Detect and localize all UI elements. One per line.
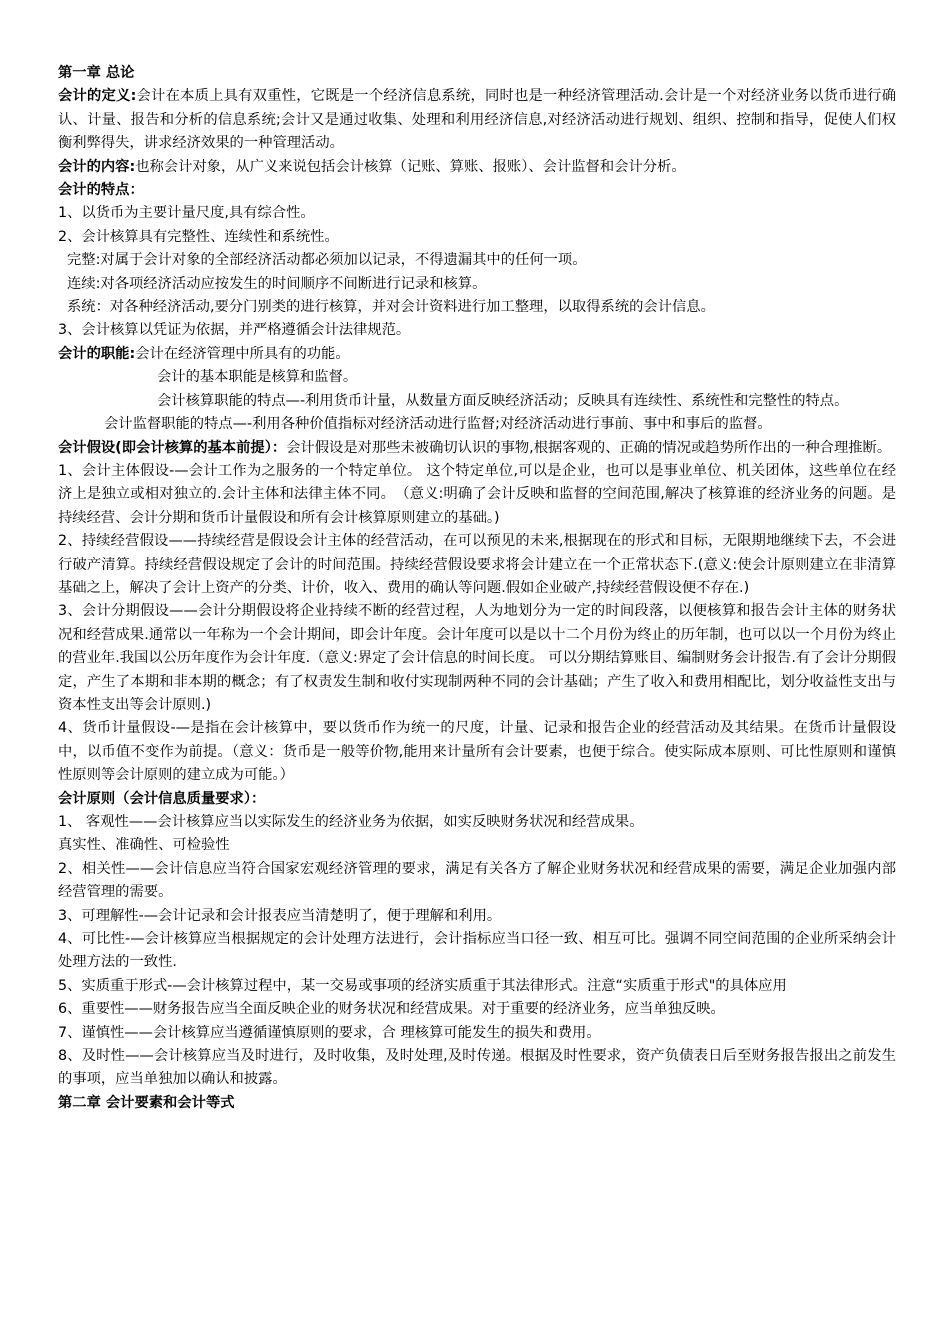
assumption-item: 2、持续经营假设——持续经营是假设会计主体的经营活动，在可以预见的未来,根据现在的形式和目标，无限期地继续下去，不会进行破产清算。持续经营假设规定了会计的时间范围。持续经营假设要求将会计建立在一个正常状态下.(意义:使会计原则建立在非清算基础之上，解决了会计上资产的分类、计价，收入、费用的确认等问题.假如企业破产,持续经营假设便不存在.): [58, 533, 896, 596]
principle-item: 真实性、准确性、可检验性: [58, 837, 230, 854]
features-heading: 会计的特点：: [58, 182, 144, 199]
assumption-item: 1、会计主体假设-—会计工作为之服务的一个特定单位。 这个特定单位,可以是企业，也可以是事业单位、机关团体，这些单位在经济上是独立或相对独立的.会计主体和法律主体不同。 （意义:明确了会计反映和监督的空间范围,解决了核算谁的经济业务的问题。是持续经营、会计分期和货币计量假设和所有会计核算原则建立的基础。): [58, 462, 896, 526]
assumptions-paragraph: [58, 437, 896, 460]
chapter-2-title: 第二章 会计要素和会计等式: [58, 1094, 235, 1111]
content-label: 会计的内容:: [58, 158, 136, 175]
principle-item: 8、及时性——会计核算应当及时进行，及时收集，及时处理,及时传递。根据及时性要求，资产负债表日后至财务报告报出之前发生的事项，应当单独加以确认和披露。: [58, 1048, 896, 1088]
feature-subitem: 连续:对各项经济活动应按发生的时间顺序不间断进行记录和核算。: [67, 275, 487, 292]
feature-item: 2、会计核算具有完整性、连续性和系统性。: [58, 228, 339, 245]
definition-paragraph: [58, 85, 896, 155]
principle-item: 4、可比性-—会计核算应当根据规定的会计处理方法进行，会计指标应当口径一致、相互可比。强调不同空间范围的企业所采纳会计处理方法的一致性.: [58, 931, 896, 971]
functions-line-wrapped: [58, 390, 896, 413]
principle-item: 3、可理解性-—会计记录和会计报表应当清楚明了，便于理解和利用。: [58, 907, 502, 924]
principle-item: 5、实质重于形式-—会计核算过程中，某一交易或事项的经济实质重于其法律形式。注意“实质重于形式"的具体应用: [58, 977, 787, 994]
principle-item: 6、重要性——财务报告应当全面反映企业的财务状况和经营成果。对于重要的经济业务，应当单独反映。: [58, 1001, 725, 1018]
feature-item: 1、以货币为主要计量尺度,具有综合性。: [58, 205, 315, 222]
functions-line: 会计在经济管理中所具有的功能。: [135, 345, 350, 362]
content-text: 也称会计对象，从广义来说包括会计核算（记账、算账、报账）、会计监督和会计分析。: [135, 158, 686, 175]
feature-subitem: 完整:对属于会计对象的全部经济活动都必须加以记录，不得遗漏其中的任何一项。: [67, 252, 587, 269]
document-page: [58, 62, 896, 1115]
principle-item: 2、相关性——会计信息应当符合国家宏观经济管理的要求，满足有关各方了解企业财务状况和经营成果的需要，满足企业加强内部经营管理的需要。: [58, 860, 896, 901]
content-paragraph: [58, 156, 896, 179]
functions-line: 会计核算职能的特点—-利用货币计量，从数量方面反映经济活动；反映具有连续性、系统性和完整性的特点。: [157, 392, 849, 409]
functions-paragraph: [58, 343, 896, 366]
functions-line: 会计的基本职能是核算和监督。: [157, 369, 358, 386]
assumptions-intro: 会计假设是对那些未被确切认识的事物,根据客观的、正确的情况或趋势所作出的一种合理推断。: [286, 439, 892, 456]
principle-item: 1、 客观性——会计核算应当以实际发生的经济业务为依据，如实反映财务状况和经营成果。: [58, 814, 644, 830]
assumption-item: 3、会计分期假设——会计分期假设将企业持续不断的经营过程，人为地划分为一定的时间段落，以便核算和报告会计主体的财务状况和经营成果.通常以一年称为一个会计期间，即会计年度。会计年度可以是以十二个月份为终止的历年制，也可以以一个月份为终止的营业年.我国以公历年度作为会计年度.（意义:界定了会计信息的时间长度。 可以分期结算账目、编制财务会计报告.有了会计分期假定，产生了本期和非本期的概念；有了权责发生制和收付实现制两种不同的会计基础；产生了收入和费用相配比，划分收益性支出与资本性支出等会计原则.): [58, 603, 896, 713]
functions-label: 会计的职能:: [58, 345, 136, 362]
assumption-item: 4、货币计量假设-—是指在会计核算中，要以货币作为统一的尺度，计量、记录和报告企业的经营活动及其结果。在货币计量假设中，以币值不变作为前提。（意义：货币是一般等价物,能用来计量所有会计要素，也便于综合。使实际成本原则、可比性原则和谨慎性原则等会计原则的建立成为可能。）: [58, 720, 896, 784]
feature-subitem: 系统：对各种经济活动,要分门别类的进行核算，并对会计资料进行加工整理，以取得系统的会计信息。: [67, 299, 715, 316]
functions-line: 会计监督职能的特点—-利用各种价值指标对经济活动进行监督;对经济活动进行事前、事中和事后的监督。: [104, 416, 772, 433]
assumptions-label: 会计假设(即会计核算的基本前提）：: [58, 439, 287, 456]
principles-heading: 会计原则（会计信息质量要求）：: [58, 790, 266, 807]
principle-item: 7、谨慎性——会计核算应当遵循谨慎原则的要求，合 理核算可能发生的损失和费用。: [58, 1024, 601, 1041]
feature-item: 3、会计核算以凭证为依据，并严格遵循会计法律规范。: [58, 322, 411, 339]
definition-label: 会计的定义:: [58, 88, 137, 105]
definition-text: 会计在本质上具有双重性，它既是一个经济信息系统，同时也是一种经济管理活动.会计是一个对经济业务以货币进行确认、计量、报告和分析的信息系统;会计又是通过收集、处理和利用经济信息,对经济活动进行规划、组织、控制和指导，促使人们权衡利弊得失，讲求经济效果的一种管理活动。: [58, 88, 896, 152]
chapter-1-title: 第一章 总论: [58, 65, 135, 81]
